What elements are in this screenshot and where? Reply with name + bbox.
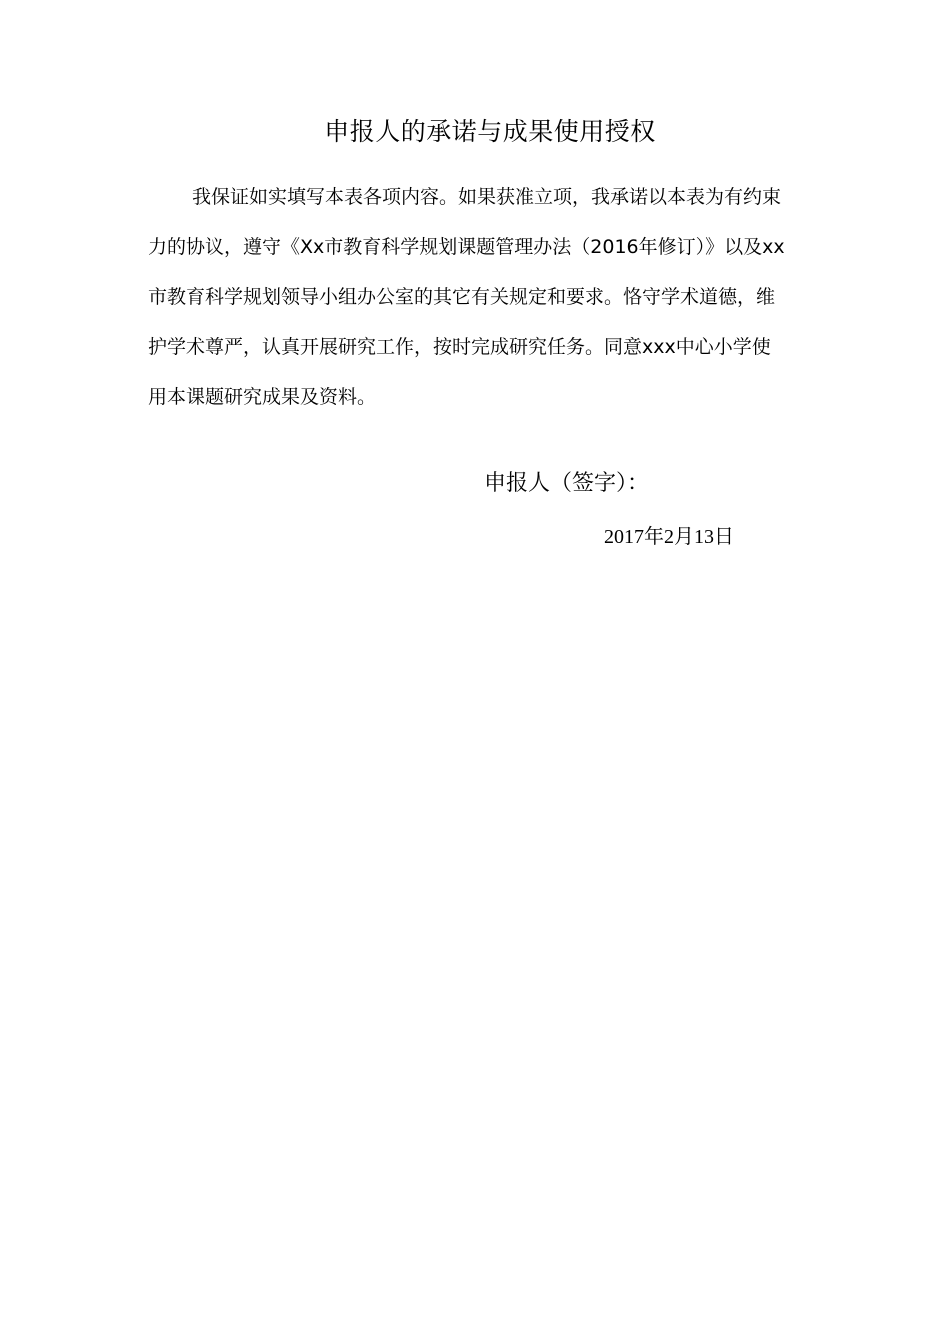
paragraph-line: 市教育科学规划领导小组办公室的其它有关规定和要求。恪守学术道德，维 (148, 286, 776, 308)
signer-label: 申报人（签字）： (484, 471, 650, 496)
paragraph-line: 护学术尊严，认真开展研究工作，按时完成研究任务。同意xxx中心小学使 (148, 336, 771, 358)
commitment-paragraph (148, 172, 868, 422)
paragraph-line: 力的协议，遵守《Xx市教育科学规划课题管理办法（2016年修订）》以及xx (148, 236, 785, 258)
page-title: 申报人的承诺与成果使用授权 (324, 117, 656, 146)
paragraph-line: 我保证如实填写本表各项内容。如果获准立项，我承诺以本表为有约束 (192, 186, 782, 208)
signature-date: 2017年2月13日 (604, 526, 734, 548)
paragraph-line: 用本课题研究成果及资料。 (148, 386, 377, 408)
